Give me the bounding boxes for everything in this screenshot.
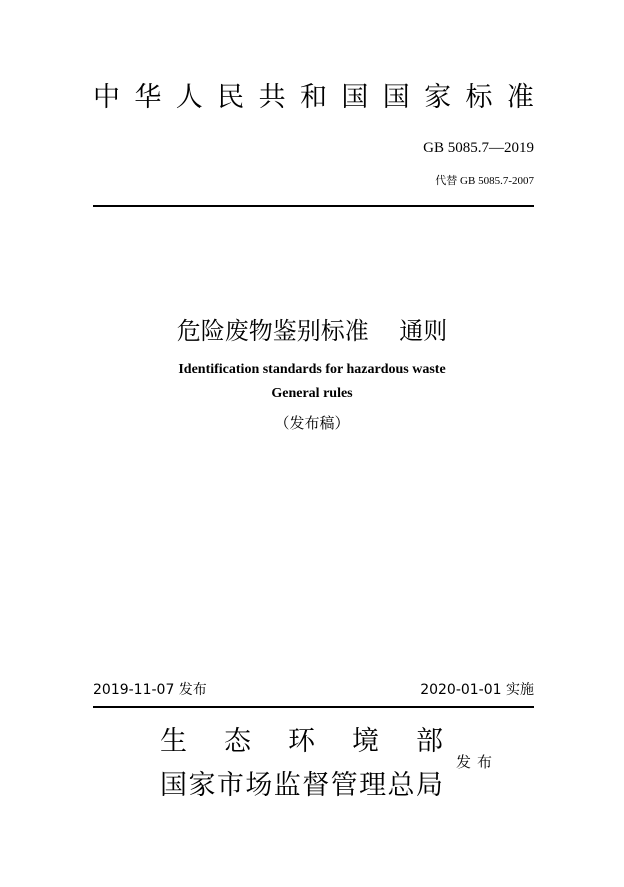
bottom-divider xyxy=(93,706,534,708)
title-character: 中 xyxy=(93,82,120,113)
title-character: 监 xyxy=(273,770,301,801)
title-character: 标 xyxy=(465,82,493,113)
title-character: 总 xyxy=(387,770,415,801)
title-character: 境 xyxy=(352,726,379,757)
standard-category-title xyxy=(93,78,534,118)
title-character: 督 xyxy=(302,770,330,801)
title-character: 市 xyxy=(216,770,244,801)
title-character: 环 xyxy=(288,726,315,757)
replaces-standard: 代替 GB 5085.7-2007 xyxy=(435,175,534,187)
title-character: 人 xyxy=(175,82,203,113)
issuer-ministry-ecology-environment xyxy=(160,722,443,762)
document-title-english-line2: General rules xyxy=(271,386,353,401)
title-character: 国 xyxy=(341,82,369,113)
title-character: 国 xyxy=(160,770,187,801)
title-character: 局 xyxy=(415,770,443,801)
title-character: 国 xyxy=(382,82,410,113)
top-divider xyxy=(93,205,534,207)
title-character: 态 xyxy=(224,726,251,757)
title-character: 家 xyxy=(188,770,216,801)
publish-label: 发布 xyxy=(456,753,499,771)
title-character: 管 xyxy=(330,770,358,801)
title-character: 家 xyxy=(424,82,452,113)
title-character: 民 xyxy=(217,82,245,113)
issue-date: 2019-11-07 发布 xyxy=(93,682,207,698)
draft-label: （发布稿） xyxy=(274,414,350,432)
title-character: 和 xyxy=(299,82,327,113)
document-title-chinese: 危险废物鉴别标准 通则 xyxy=(176,317,448,345)
implementation-date: 2020-01-01 实施 xyxy=(420,682,534,698)
title-character: 华 xyxy=(134,82,162,113)
title-character: 共 xyxy=(258,82,286,113)
issuer-market-regulation-administration xyxy=(160,766,443,806)
title-character: 准 xyxy=(506,82,534,113)
title-character: 部 xyxy=(416,726,443,757)
title-character: 理 xyxy=(359,770,387,801)
title-character: 场 xyxy=(245,770,273,801)
title-character: 生 xyxy=(160,726,187,757)
standard-number: GB 5085.7—2019 xyxy=(423,140,534,156)
document-title-english-line1: Identification standards for hazardous waste xyxy=(178,362,446,377)
